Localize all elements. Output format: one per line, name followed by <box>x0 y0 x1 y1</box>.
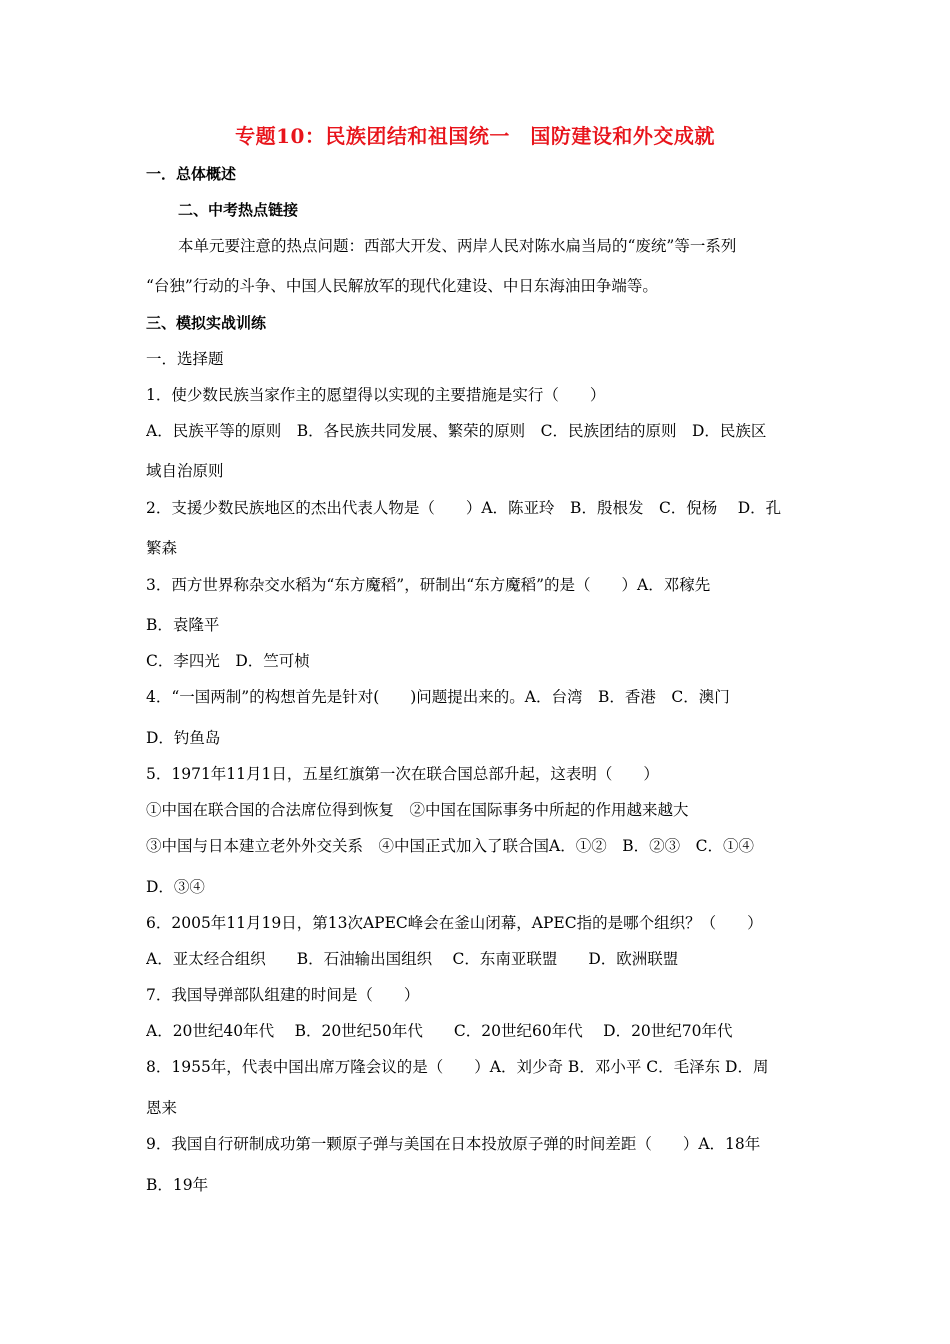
question-6: 6．2005年11月19日，第13次APEC峰会在釜山闭幕，APEC指的是哪个组织？（ ） <box>146 914 763 932</box>
question-1: 1．使少数民族当家作主的愿望得以实现的主要措施是实行（ ） <box>146 386 606 404</box>
question-8-cont: 恩来 <box>146 1099 178 1117</box>
question-9-option-b: B．19年 <box>146 1176 209 1194</box>
question-3-options-cd: C．李四光 D．竺可桢 <box>146 652 310 670</box>
question-5-option-d: D．③④ <box>146 878 205 896</box>
question-8: 8．1955年，代表中国出席万隆会议的是（ ）A．刘少奇 B．邓小平 C．毛泽东 D．周 <box>146 1058 769 1076</box>
question-5-statements-2: ③中国与日本建立老外外交关系 ④中国正式加入了联合国A．①② B．②③ C．①④ <box>146 837 754 855</box>
hotspot-paragraph-line-1: 本单元要注意的热点问题：西部大开发、两岸人民对陈水扁当局的“废统”等一系列 <box>178 237 737 255</box>
question-6-options: A．亚太经合组织 B．石油输出国组织 C．东南亚联盟 D．欧洲联盟 <box>146 950 679 968</box>
question-7-options: A．20世纪40年代 B．20世纪50年代 C．20世纪60年代 D．20世纪70年代 <box>146 1022 733 1040</box>
hotspot-paragraph-line-2: “台独”行动的斗争、中国人民解放军的现代化建设、中日东海油田争端等。 <box>146 277 658 295</box>
question-7: 7．我国导弹部队组建的时间是（ ） <box>146 986 420 1004</box>
subsection-choice-heading: 一．选择题 <box>146 350 224 368</box>
document-title: 专题10：民族团结和祖国统一 国防建设和外交成就 <box>235 124 715 148</box>
question-3: 3．西方世界称杂交水稻为“东方魔稻”，研制出“东方魔稻”的是（ ）A．邓稼先 <box>146 576 711 594</box>
question-2-cont: 繁森 <box>146 539 178 557</box>
question-1-options: A．民族平等的原则 B．各民族共同发展、繁荣的原则 C．民族团结的原则 D．民族区 <box>146 422 767 440</box>
question-2: 2．支援少数民族地区的杰出代表人物是（ ）A．陈亚玲 B．殷根发 C．倪杨 D．孔 <box>146 499 782 517</box>
question-4-option-d: D．钓鱼岛 <box>146 729 221 747</box>
section-overview-heading: 一．总体概述 <box>146 165 237 183</box>
question-9: 9．我国自行研制成功第一颗原子弹与美国在日本投放原子弹的时间差距（ ）A．18年 <box>146 1135 761 1153</box>
question-5: 5．1971年11月1日，五星红旗第一次在联合国总部升起，这表明（ ） <box>146 765 659 783</box>
section-hotspot-heading: 二、中考热点链接 <box>178 201 299 219</box>
section-practice-heading: 三、模拟实战训练 <box>146 314 267 332</box>
question-3-option-b: B．袁隆平 <box>146 616 220 634</box>
question-1-options-cont: 域自治原则 <box>146 462 224 480</box>
question-4: 4．“一国两制”的构想首先是针对( )问题提出来的。A．台湾 B．香港 C．澳门 <box>146 688 730 706</box>
question-5-statements-1: ①中国在联合国的合法席位得到恢复 ②中国在国际事务中所起的作用越来越大 <box>146 801 689 819</box>
